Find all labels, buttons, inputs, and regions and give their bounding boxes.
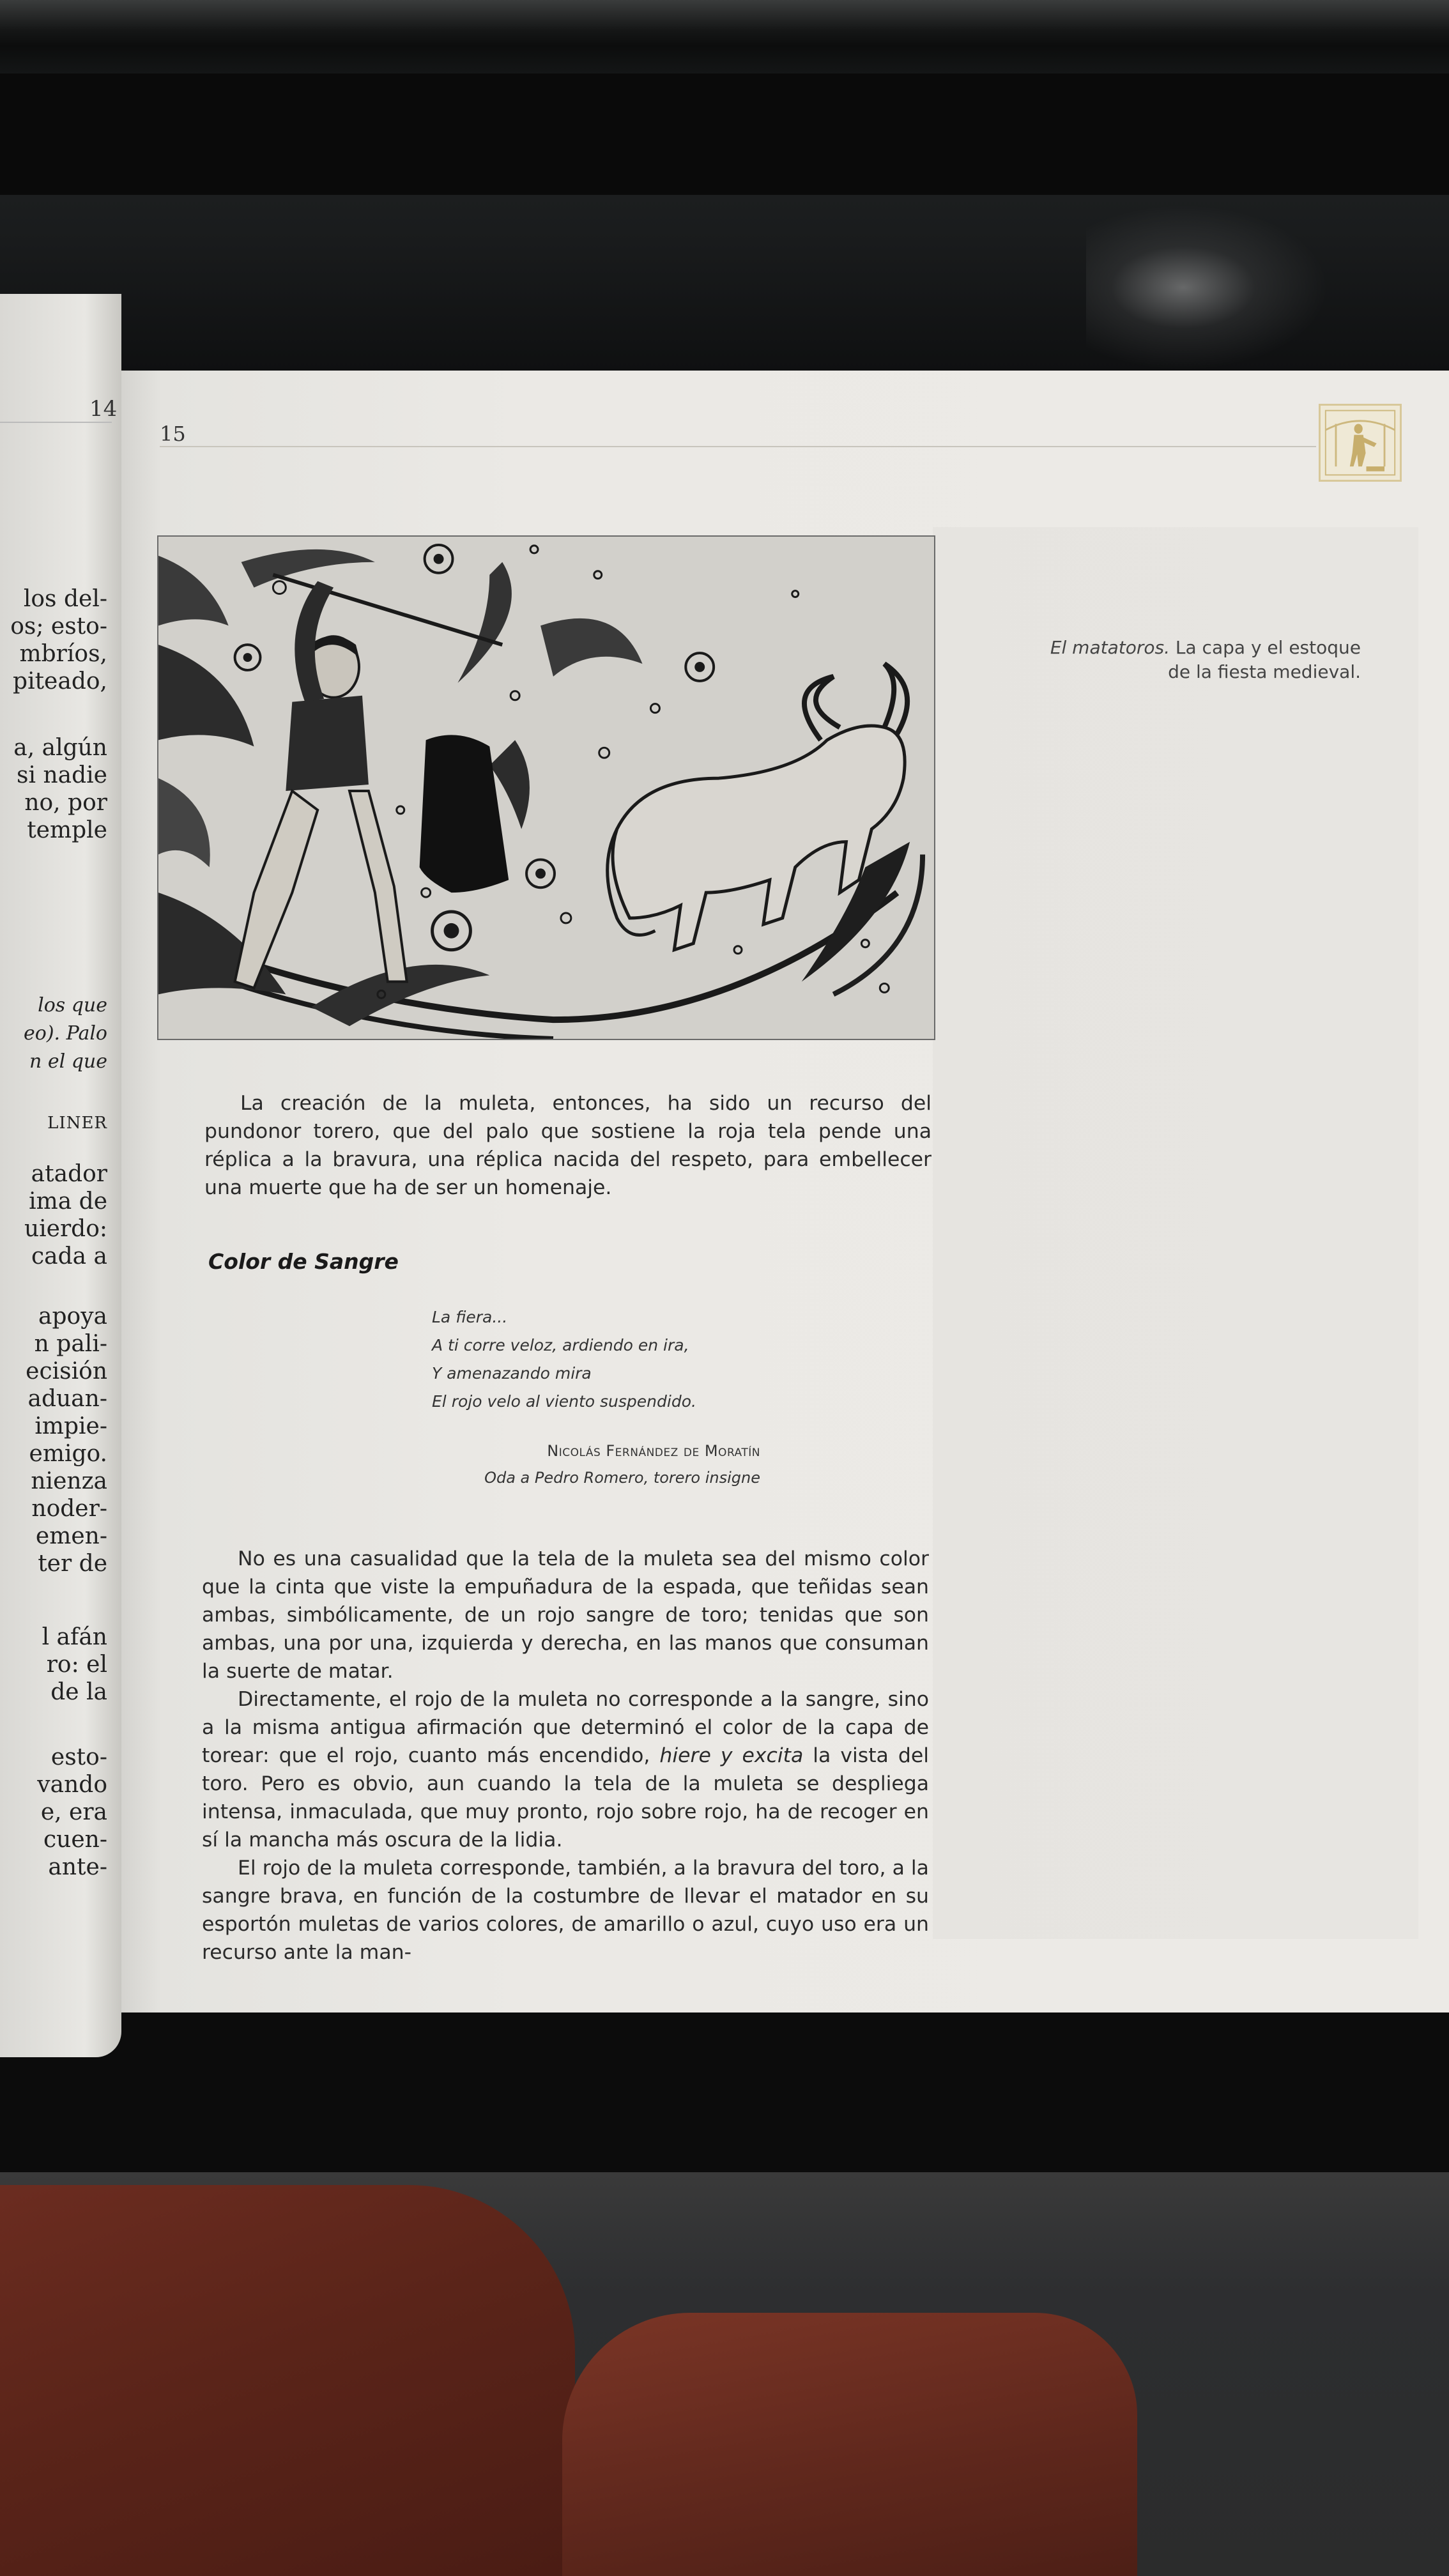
epigraph-attribution (377, 1438, 760, 1491)
left-fragment: nienza (31, 1468, 107, 1494)
header-rule (160, 446, 1316, 447)
paragraph-text: La creación de la muleta, entonces, ha sido un recurso del pundonor torero, que del palo que sostiene la roja tela pende una réplica a la bravura, una réplica nacida del respeto, para embellecer una muerte que ha de ser un homenaje. (204, 1092, 931, 1199)
left-fragment: no, por (24, 790, 107, 816)
left-fragment: noder- (31, 1496, 107, 1522)
left-fragment: os; esto- (10, 613, 107, 640)
left-fragment: apoya (38, 1303, 107, 1330)
left-fragment: ro: el (46, 1652, 107, 1678)
left-fragment: de la (50, 1679, 107, 1705)
section-heading: Color de Sangre (208, 1249, 399, 1274)
caption-text-line2: de la fiesta medieval. (1168, 661, 1361, 682)
poem-line: La fiera... (432, 1308, 508, 1326)
left-fragment: ante- (48, 1854, 107, 1880)
attribution-author: Nicolás Fernández de Moratín (547, 1442, 760, 1460)
left-fragment: piteado, (13, 668, 107, 694)
left-page-number: 14 (89, 396, 118, 422)
left-fragment: n pali- (34, 1331, 107, 1357)
poem-line: Y amenazando mira (432, 1364, 592, 1383)
poem-line: El rojo velo al viento suspendido. (432, 1392, 696, 1411)
left-fragment: ter de (38, 1551, 107, 1577)
left-fragment: los del- (23, 586, 107, 612)
left-fragment: impie- (34, 1413, 107, 1439)
caption-panel (933, 527, 1418, 1939)
page-number: 15 (160, 422, 186, 446)
left-fragment: los que (38, 994, 107, 1016)
left-fragment: ima de (29, 1188, 107, 1215)
caption-title: El matatoros. (1050, 637, 1170, 658)
left-fragment: aduan- (27, 1386, 107, 1412)
left-fragment: mbríos, (19, 641, 107, 667)
matatoros-illustration (157, 535, 935, 1040)
left-fragment: cuen- (43, 1827, 107, 1853)
paragraph-text: No es una casualidad que la tela de la muleta sea del mismo color que la cinta que viste la empuñadura de la espada, que teñidas sean ambas, simbólicamente, de un rojo sangre de toro; tenidas que son ambas, una por una, izquierda y derecha, en las manos que consuman la suerte de matar. (202, 1547, 929, 1683)
body-paragraph (202, 1545, 929, 1966)
glass-reflection (1086, 204, 1329, 371)
left-fragment: uierdo: (24, 1216, 107, 1242)
left-fragment: atador (31, 1161, 107, 1187)
right-page (121, 371, 1449, 2012)
left-page (0, 294, 121, 2057)
paragraph-text: Directamente, el rojo de la muleta no corresponde a la sangre, sino a la misma antigua afirmación que determinó el color de la capa de torear: que el rojo, cuanto más encendido, (202, 1688, 929, 1767)
epigraph-poem (432, 1303, 696, 1416)
red-fabric (0, 2185, 575, 2576)
paragraph-text: la vista del toro. Pero es obvio, aun cuando la tela de la muleta se despliega intensa, inmaculada, que muy pronto, rojo sobre rojo, ha de recoger en sí la mancha más oscura de la lidia. (202, 1744, 929, 1851)
left-fragment: LINER (47, 1114, 107, 1133)
emphasis-text: hiere y excita (659, 1744, 804, 1767)
left-fragment: temple (27, 817, 107, 843)
poem-line: A ti corre veloz, ardiendo en ira, (432, 1336, 689, 1354)
left-fragment: emigo. (29, 1441, 107, 1467)
left-fragment: esto- (50, 1744, 107, 1770)
left-fragment: vando (37, 1772, 107, 1798)
display-case-frame-bottom (0, 2006, 1449, 2179)
bullfighter-logo-icon (1319, 404, 1402, 482)
body-paragraph (204, 1089, 931, 1202)
image-caption (952, 636, 1361, 684)
left-fragment: cada a (31, 1243, 107, 1269)
left-fragment: emen- (35, 1523, 107, 1549)
attribution-work: Oda a Pedro Romero, torero insigne (484, 1469, 760, 1487)
left-fragment: si nadie (17, 762, 107, 788)
left-header-rule (0, 422, 112, 423)
left-fragment: ecisión (26, 1358, 107, 1384)
left-fragment: a, algún (13, 735, 107, 761)
red-fabric-right (562, 2313, 1137, 2576)
left-fragment: l afán (42, 1624, 107, 1650)
caption-text: La capa y el estoque (1170, 637, 1361, 658)
display-case-frame-top (0, 73, 1449, 195)
left-fragment: n el que (29, 1050, 107, 1073)
left-fragment: eo). Palo (24, 1022, 107, 1045)
paragraph-text: El rojo de la muleta corresponde, también, a la bravura del toro, a la sangre brava, en función de la costumbre de llevar el matador en su esportón muletas de varios colores, de amarillo o azul, cuyo uso era un recurso ante la man- (202, 1857, 929, 1964)
left-fragment: e, era (40, 1799, 107, 1825)
